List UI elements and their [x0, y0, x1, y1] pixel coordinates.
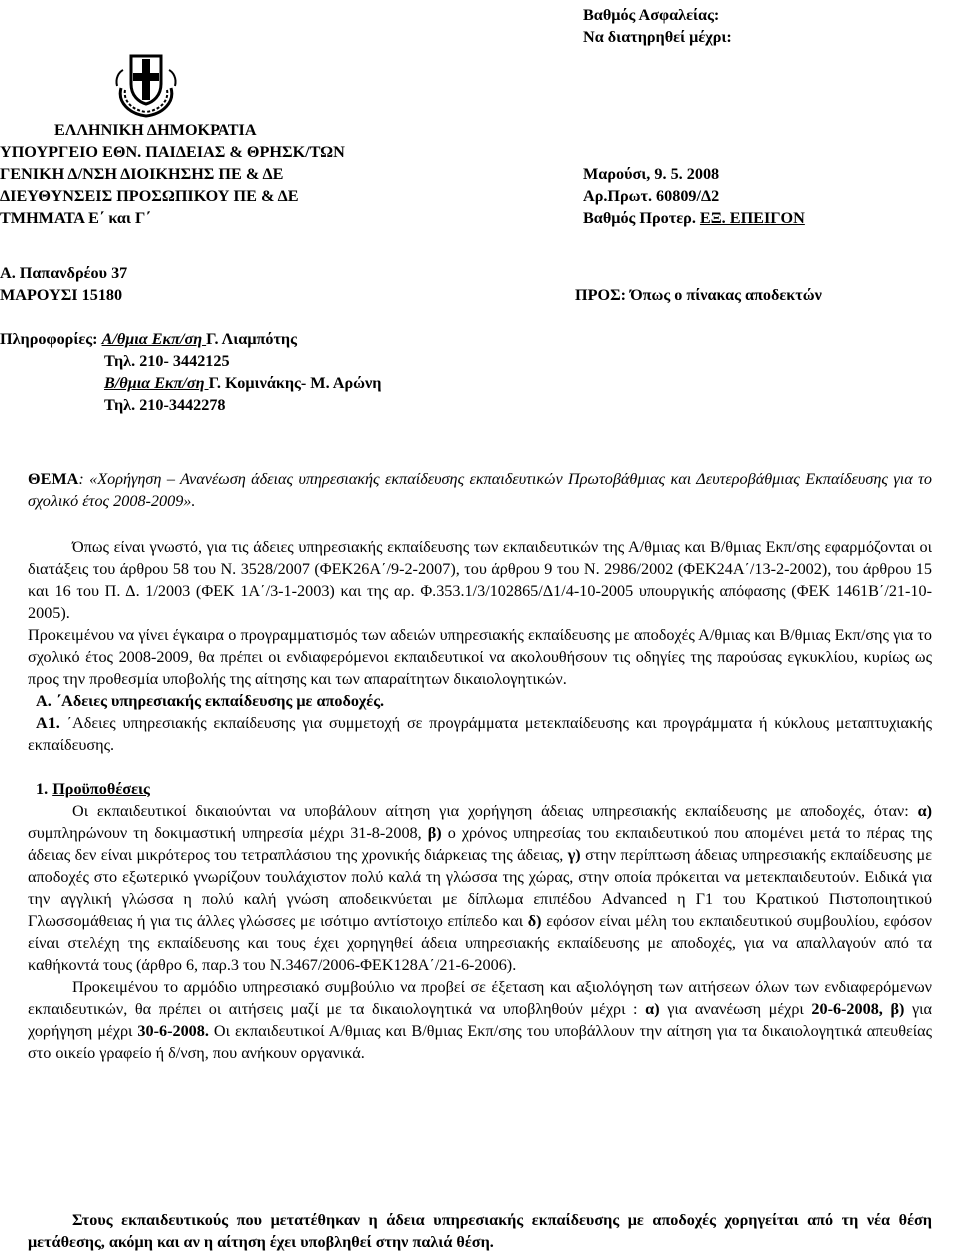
- paragraph-scheduling: Προκειμένου να γίνει έγκαιρα ο προγραμματισμός των αδειών υπηρεσιακής εκπαίδευσης με αποδοχές Α/θμιας και Β/θμιας Εκπ/σης για το σχολικό έτος 2008-2009, θα πρέπει οι ενδιαφερόμενοι εκπαιδευτικοί να ακολουθήσουν τις οδηγίες της παρούσας εγκυκλίου, κυρίως ως προς την προθεσμία υποβολής της αίτησης και των απαραίτητων δικαιολογητικών.: [28, 626, 932, 688]
- deadline-renewal-date: 20-6-2008,: [811, 1000, 883, 1018]
- info-secondary: [104, 372, 381, 394]
- prereq-gamma: γ): [567, 846, 581, 864]
- deadline-grant-date: 30-6-2008.: [137, 1022, 209, 1040]
- prereq-alpha: α): [917, 802, 932, 820]
- item-1-title: Προϋποθέσεις: [52, 780, 150, 798]
- info-secondary-name: Γ. Κομινάκης- Μ. Αρώνη: [208, 374, 382, 392]
- protocol-number: Αρ.Πρωτ. 60809/Δ2: [583, 187, 720, 205]
- keep-until-label: Να διατηρηθεί μέχρι:: [583, 28, 732, 46]
- section-a1-text: ΄Αδειες υπηρεσιακής εκπαίδευσης για συμμετοχή σε προγράμματα μετεκπαίδευσης και προγράμματα ή κύκλους μεταπτυχιακής εκπαίδευσης.: [28, 714, 932, 754]
- prereq-gamma-text: στην περίπτωση άδειας υπηρεσιακής εκπαίδευσης με αποδοχές στο εξωτερικό γνωρίζουν τουλάχιστον πολύ καλά τη γλώσσα της χώρας, στην οποία πρόκειται να μετεκπαιδευτούν. Ειδικά για την αγγλική γλώσσα η πολύ καλή γνώση αποδεικνύεται με δίπλωμα επιπέδου Advanced η Γ1 του Κρατικού Πιστοποιητικού Γλωσσομάθειας ή για τις άλλες γλώσσες με ισότιμο αντίστοιχο επίπεδο και: [28, 846, 932, 930]
- prereq-beta-text: ο χρόνος υπηρεσίας του εκπαιδευτικού που απομένει μετά το πέρας της άδειας δεν είναι μικρότερος του τετραπλάσιου της χρονικής διάρκειας της άδειας,: [28, 824, 933, 864]
- address-city: ΜΑΡΟΥΣΙ 15180: [0, 286, 123, 304]
- security-grade-label: Βαθμός Ασφαλείας:: [583, 6, 720, 24]
- prereq-intro: Οι εκπαιδευτικοί δικαιούνται να υποβάλουν αίτηση για χορήγηση άδειας υπηρεσιακής εκπαίδευσης με αποδοχές, όταν:: [72, 802, 918, 820]
- prereq-beta: β): [427, 824, 442, 842]
- info-secondary-unit: Β/θμια Εκπ/ση: [104, 374, 209, 392]
- deadline-alpha: α): [645, 1000, 660, 1018]
- info-primary-phone: Τηλ. 210- 3442125: [104, 352, 230, 370]
- subject-text: : «Χορήγηση – Ανανέωση άδειας υπηρεσιακής εκπαίδευσης εκπαιδευτικών Πρωτοβάθμιας και Δευτεροβάθμιας Εκπαίδευσης για το σχολικό έτος 2008-2009».: [28, 470, 932, 510]
- section-a-heading: Α. ΄Αδειες υπηρεσιακής εκπαίδευσης με αποδοχές.: [36, 692, 385, 710]
- sender-line-5: ΤΜΗΜΑΤΑ Ε΄ και Γ΄: [0, 209, 151, 227]
- deadline-beta: β): [882, 1000, 905, 1018]
- info-primary-unit: Α/θμια Εκπ/ση: [101, 330, 207, 348]
- subject-label: ΘΕΜΑ: [28, 470, 79, 488]
- priority-value: ΕΞ. ΕΠΕΙΓΟΝ: [699, 209, 805, 227]
- info-primary-name: Γ. Λιαμπότης: [206, 330, 297, 348]
- greek-coat-of-arms-icon: [113, 50, 179, 118]
- paragraph-legal-framework: Όπως είναι γνωστό, για τις άδειες υπηρεσιακής εκπαίδευσης των εκπαιδευτικών της Α/θμιας και Β/θμιας Εκπ/σης εφαρμόζονται οι διατάξεις του άρθρου 58 του Ν. 3528/2007 (ΦΕΚ26Α΄/9-2-2007), του άρθρου 9 του Ν. 2986/2002 (ΦΕΚ24Α΄/13-2-2002), του άρθρου 15 και 16 του Π. Δ. 1/2003 (ΦΕΚ 1Α΄/3-1-2003) και της αρ. Φ.353.1/3/102865/Δ1/4-10-2005 υπουργικής απόφασης (ΦΕΚ 1461Β΄/21-10-2005).: [28, 538, 932, 622]
- deadline-intro: Προκειμένου το αρμόδιο υπηρεσιακό συμβούλιο να προβεί σε έξεταση και αξιολόγηση των αιτήσεων όλων των ενδιαφερόμενων εκπαιδευτικών, θα πρέπει οι αιτήσεις μαζί με τα δικαιολογητικά να υποβληθούν μέχρι :: [28, 978, 932, 1018]
- paragraph-deadlines: [28, 976, 932, 1064]
- recipient: ΠΡΟΣ: Όπως ο πίνακας αποδεκτών: [575, 286, 822, 304]
- sender-line-2: ΥΠΟΥΡΓΕΙΟ ΕΘΝ. ΠΑΙΔΕΙΑΣ & ΘΡΗΣΚ/ΤΩΝ: [0, 143, 345, 161]
- deadline-submission-text: Οι εκπαιδευτικοί Α/θμιας και Β/θμιας Εκπ/σης του υποβάλλουν την αίτηση για τα δικαιολογητικά απευθείας στο οικείο γραφείο ή δ/νση, που ανήκουν οργανικά.: [28, 1022, 932, 1062]
- sender-line-3: ΓΕΝΙΚΗ Δ/ΝΣΗ ΔΙΟΙΚΗΣΗΣ ΠΕ & ΔΕ: [0, 165, 284, 183]
- prereq-delta-text: εφόσον είναι μέλη του εκπαιδευτικού συμβουλίου, εφόσον είναι στελέχη της εκπαίδευσης και τους έχει χορηγηθεί άδεια υπηρεσιακής εκπαίδευσης με αποδοχές, για να απαλλαγούν από τα καθήκοντά τους (άρθρο 6, παρ.3 του Ν.3467/2006-ΦΕΚ128Α΄/21-6-2006).: [28, 912, 932, 974]
- place-date: Μαρούσι, 9. 5. 2008: [583, 165, 720, 183]
- item-1-number: 1.: [36, 780, 49, 798]
- prereq-alpha-text: συμπληρώνουν τη δοκιμαστική υπηρεσία μέχρι 31-8-2008,: [28, 824, 428, 842]
- paragraph-prerequisites: [28, 800, 932, 976]
- section-a1: [28, 712, 932, 756]
- sender-line-1: ΕΛΛΗΝΙΚΗ ΔΗΜΟΚΡΑΤΙΑ: [54, 121, 257, 139]
- subject: [28, 468, 932, 512]
- deadline-alpha-text: για ανανέωση μέχρι: [659, 1000, 812, 1018]
- info-primary: [0, 328, 297, 350]
- letter-body: [28, 536, 932, 1064]
- section-a1-label: Α1.: [36, 714, 60, 732]
- sender-line-4: ΔΙΕΥΘΥΝΣΕΙΣ ΠΡΟΣΩΠΙΚΟΥ ΠΕ & ΔΕ: [0, 187, 299, 205]
- address-street: Α. Παπανδρέου 37: [0, 264, 128, 282]
- item-1-heading: [28, 778, 932, 800]
- footer-note: Στους εκπαιδευτικούς που μετατέθηκαν η άδεια υπηρεσιακής εκπαίδευσης με αποδοχές χορηγείται από τη νέα θέση μετάθεσης, ακόμη και αν η αίτηση έχει υποβληθεί στην παλιά θέση.: [28, 1211, 932, 1251]
- prereq-delta: δ): [527, 912, 542, 930]
- info-secondary-phone: Τηλ. 210-3442278: [104, 396, 226, 414]
- priority-label: Βαθμός Προτερ.: [583, 209, 696, 227]
- priority: [583, 207, 805, 229]
- info-label: Πληροφορίες:: [0, 330, 98, 348]
- deadline-beta-text: για χορήγηση μέχρι: [28, 1000, 932, 1040]
